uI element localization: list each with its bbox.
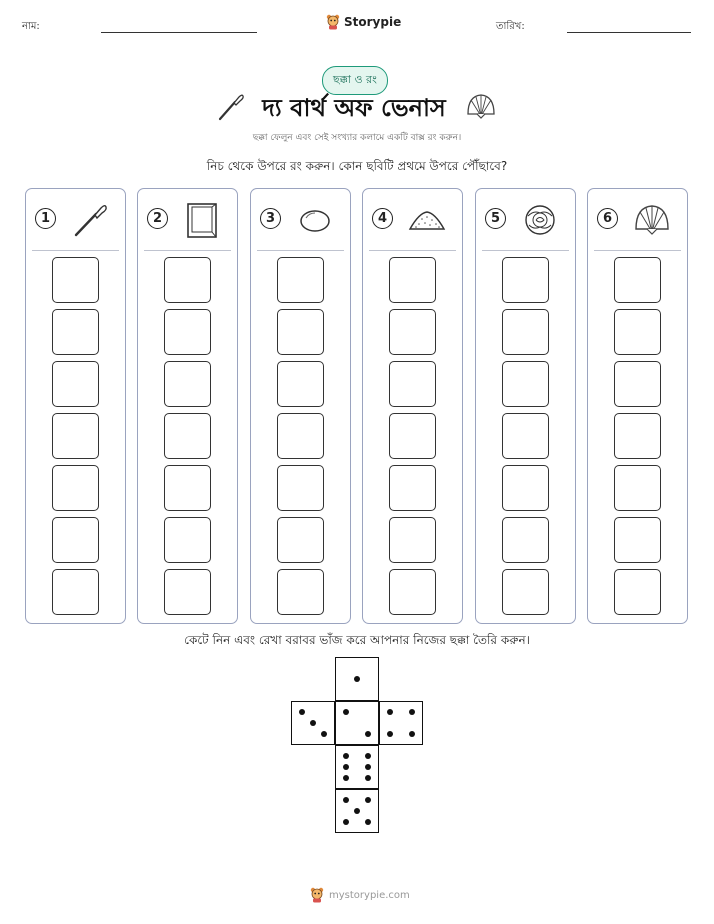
color-box[interactable]: [614, 465, 661, 511]
color-box[interactable]: [277, 465, 324, 511]
color-box[interactable]: [277, 413, 324, 459]
date-line[interactable]: [567, 32, 691, 33]
column-divider: [32, 250, 119, 251]
die-face-five: [335, 789, 379, 833]
canvas-frame-icon: [182, 201, 222, 239]
dice-column-4: [362, 188, 463, 624]
color-box[interactable]: [502, 413, 549, 459]
seashell-icon: [465, 92, 497, 120]
color-box[interactable]: [164, 517, 211, 563]
color-box[interactable]: [389, 465, 436, 511]
color-box[interactable]: [502, 257, 549, 303]
coloring-instruction: নিচ থেকে উপরে রং করুন। কোন ছবিটি প্রথমে উপরে পৌঁছাবে?: [206, 159, 508, 173]
dice-column-5: [475, 188, 576, 624]
color-box[interactable]: [389, 309, 436, 355]
color-box[interactable]: [277, 517, 324, 563]
column-divider: [369, 250, 456, 251]
color-box[interactable]: [277, 309, 324, 355]
color-box[interactable]: [389, 517, 436, 563]
die-face-two: [335, 701, 379, 745]
color-box[interactable]: [164, 413, 211, 459]
paintbrush-icon: [70, 201, 110, 239]
color-box[interactable]: [52, 569, 99, 615]
color-box[interactable]: [389, 361, 436, 407]
column-number-badge: 3: [260, 208, 281, 229]
name-label: নাম:: [22, 21, 40, 32]
column-divider: [594, 250, 681, 251]
color-box[interactable]: [277, 361, 324, 407]
footer: [310, 887, 410, 903]
color-box[interactable]: [164, 361, 211, 407]
dice-column-1: [25, 188, 126, 624]
color-box[interactable]: [164, 309, 211, 355]
color-box[interactable]: [614, 569, 661, 615]
color-box[interactable]: [389, 257, 436, 303]
storypie-mascot-icon: [310, 887, 324, 903]
name-line[interactable]: [101, 32, 257, 33]
column-number-badge: 4: [372, 208, 393, 229]
dice-column-6: [587, 188, 688, 624]
color-box[interactable]: [614, 517, 661, 563]
color-box[interactable]: [164, 569, 211, 615]
column-number-badge: 1: [35, 208, 56, 229]
paintbrush-icon: [216, 92, 246, 122]
color-box[interactable]: [502, 361, 549, 407]
footer-url[interactable]: mystorypie.com: [329, 889, 410, 901]
color-box[interactable]: [614, 361, 661, 407]
dice-column-2: [137, 188, 238, 624]
column-divider: [482, 250, 569, 251]
color-box[interactable]: [502, 569, 549, 615]
color-box[interactable]: [52, 517, 99, 563]
page-title: দ্য বার্থ অফ ভেনাস: [262, 94, 446, 122]
seashell-icon: [632, 201, 672, 239]
die-face-one: [335, 657, 379, 701]
die-face-three: [291, 701, 335, 745]
date-label: তারিখ:: [496, 21, 525, 32]
rose-icon: [520, 201, 560, 239]
color-box[interactable]: [277, 257, 324, 303]
color-box[interactable]: [52, 465, 99, 511]
storypie-mascot-icon: [326, 14, 340, 30]
column-divider: [144, 250, 231, 251]
dice-column-3: [250, 188, 351, 624]
color-box[interactable]: [277, 569, 324, 615]
die-face-six: [335, 745, 379, 789]
color-box[interactable]: [502, 465, 549, 511]
color-box[interactable]: [52, 413, 99, 459]
column-number-badge: 6: [597, 208, 618, 229]
brand-logo: [326, 14, 401, 30]
color-box[interactable]: [52, 257, 99, 303]
column-number-badge: 5: [485, 208, 506, 229]
color-box[interactable]: [389, 569, 436, 615]
brand-name: Storypie: [344, 15, 402, 29]
color-box[interactable]: [52, 309, 99, 355]
color-box[interactable]: [502, 309, 549, 355]
color-box[interactable]: [614, 257, 661, 303]
color-box[interactable]: [164, 465, 211, 511]
pearl-icon: [295, 201, 335, 239]
color-box[interactable]: [502, 517, 549, 563]
color-box[interactable]: [164, 257, 211, 303]
color-box[interactable]: [389, 413, 436, 459]
die-face-four: [379, 701, 423, 745]
cut-instruction: কেটে নিন এবং রেখা বরাবর ভাঁজ করে আপনার নিজের ছক্কা তৈরি করুন।: [184, 633, 530, 647]
color-box[interactable]: [614, 413, 661, 459]
color-box[interactable]: [52, 361, 99, 407]
color-box[interactable]: [614, 309, 661, 355]
page-subtitle: ছক্কা ফেলুন এবং সেই সংখ্যার কলামে একটি বাক্স রং করুন।: [252, 133, 462, 143]
activity-badge: ছক্কা ও রং: [322, 66, 388, 95]
column-number-badge: 2: [147, 208, 168, 229]
sand-pile-icon: [407, 201, 447, 239]
column-divider: [257, 250, 344, 251]
